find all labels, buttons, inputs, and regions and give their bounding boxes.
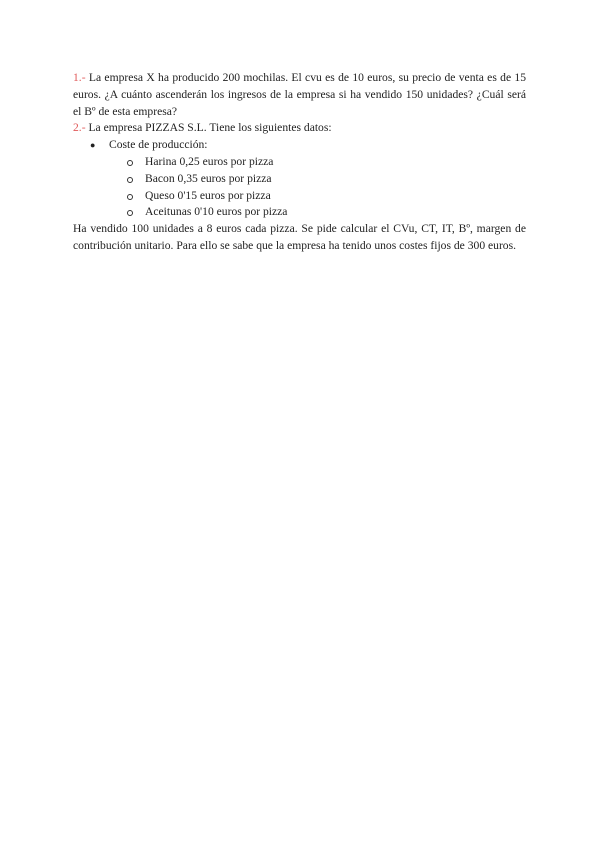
cost-item — [73, 171, 526, 188]
cost-item — [73, 188, 526, 205]
problem-2-number: 2.- — [73, 121, 86, 135]
problem-1-number: 1.- — [73, 71, 86, 84]
circle-bullet-icon — [127, 194, 133, 200]
bullet-label: Coste de producción: — [109, 138, 208, 152]
document-body — [73, 70, 526, 255]
bullet-icon: ● — [90, 140, 96, 151]
circle-bullet-icon — [127, 210, 133, 216]
bullet-item — [73, 137, 526, 154]
cost-item — [73, 154, 526, 171]
cost-list — [73, 154, 526, 221]
problem-2-text: La empresa PIZZAS S.L. Tiene los siguientes datos: — [85, 121, 332, 135]
circle-bullet-icon — [127, 160, 133, 166]
problem-1-text: La empresa X ha producido 200 mochilas. El cvu es de 10 euros, su precio de venta es de 15 euros. ¿A cuánto ascenderán los ingresos de la empresa si ha vendido 150 unidades? ¿Cuál será el Bº de esta empresa? — [73, 71, 526, 118]
problem-2 — [73, 120, 526, 137]
cost-item-text: Aceitunas 0'10 euros por pizza — [145, 205, 288, 219]
problem-1 — [73, 70, 526, 120]
cost-item — [73, 204, 526, 221]
circle-bullet-icon — [127, 177, 133, 183]
cost-item-text: Harina 0,25 euros por pizza — [145, 154, 274, 168]
cost-item-text: Queso 0'15 euros por pizza — [145, 188, 271, 202]
cost-item-text: Bacon 0,35 euros por pizza — [145, 171, 272, 185]
closing-paragraph: Ha vendido 100 unidades a 8 euros cada pizza. Se pide calcular el CVu, CT, IT, Bº, margen de contribución unitario. Para ello se sabe que la empresa ha tenido unos costes fijos de 300 euros. — [73, 222, 526, 252]
